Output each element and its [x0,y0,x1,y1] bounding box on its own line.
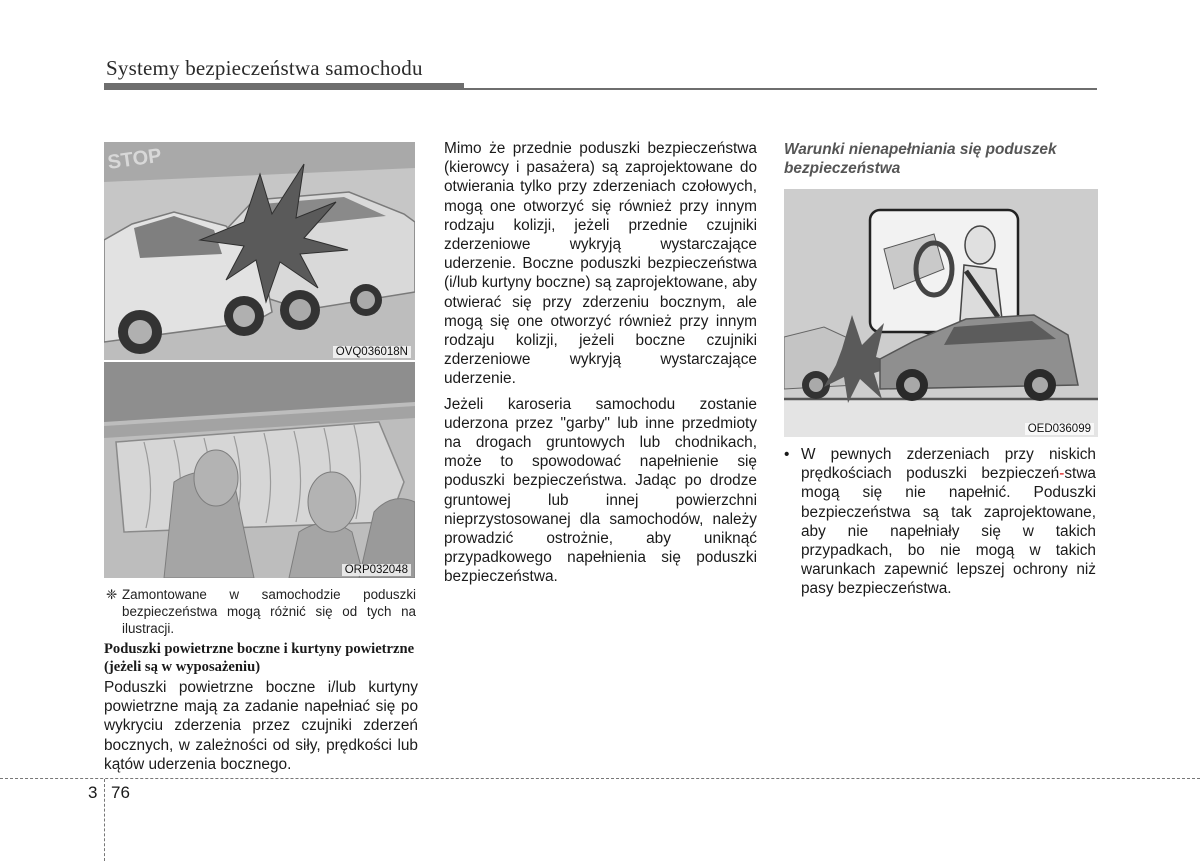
header-rule [104,88,1097,90]
page-header-title: Systemy bezpieczeństwa samochodu [106,56,423,80]
note-text: Zamontowane w samochodzie poduszki bezpieczeństwa mogą różnić się od tych na ilustracji. [122,587,416,636]
side-airbags-section [104,640,418,774]
page-number: 76 [111,783,130,802]
footer-vertical-rule [104,779,105,861]
note-symbol: ❈ [106,587,118,602]
bullet-dot: • [784,446,790,463]
bullet-text-part2: stwa mogą się nie napełnić. Poduszki bezpieczeństwa są tak zaprojektowane, aby nie napełniały się w takich przypadkach, bo nie mogą w takich warunkach zapewnić lepszej ochrony niż pasy bezpieczeństwa. [801,465,1096,598]
bullet-text [801,445,1096,599]
paragraph-deployment-conditions: Mimo że przednie poduszki bezpieczeństwa (kierowcy i pasażera) są zaprojektowane do otwierania tylko przy zderzeniach czołowych, mogą one otworzyć się również przy innym rodzaju kolizji, jeżeli przednie czujniki zderzeniowe wykryją wystarczające uderzenie. Boczne poduszki bezpieczeństwa (i/lub kurtyny boczne) są zaprojektowane, aby otwierać się przy zderzeniu bocznym, ale mogą się one otworzyć również przy innym rodzaju kolizji, jeżeli boczne czujniki zderzeniowe wykryją wystarczające uderzenie. [444,140,757,388]
figure-code: ORP032048 [342,564,411,576]
figure-side-collision [104,142,415,360]
footer-rule [0,778,1200,779]
paragraph-rough-roads: Jeżeli karoseria samochodu zostanie uderzona przez "garby" lub inne przedmioty na drogach gruntowych lub chodnikach, może to spowodować napełnienie się poduszki bezpieczeństwa. Jadąc po drodze gruntowej lub innej powierzchni nieprzystosowanej dla samochodów, należy prowadzić ostrożnie, aby uniknąć przypadkowego napełnienia się poduszki bezpieczeństwa. [444,395,757,586]
hyphen-mark: - [1059,465,1065,483]
bullet-text-part1: W pewnych zderzeniach przy niskich prędkościach poduszki bezpieczeń [801,446,1096,483]
chapter-number: 3 [88,783,98,802]
side-collision-illustration [104,142,415,360]
figure-curtain-airbag [104,362,415,578]
side-airbags-body: Poduszki powietrzne boczne i/lub kurtyny powietrzne mają za zadanie napełniać się po wykryciu zderzenia przez czujniki zderzeń bocznych, w zależności od siły, prędkości lub kątów uderzenia bocznego. [104,679,418,773]
bullet-low-speed [784,445,1096,599]
figure-code: OVQ036018N [333,346,411,358]
middle-column [444,139,757,587]
svg-text:STOP: STOP [106,144,163,174]
figure-low-speed-collision [784,189,1098,437]
non-deployment-heading: Warunki nienapełniania się poduszek bezpieczeństwa [784,141,1057,177]
illustration-note [106,586,416,637]
figure-code: OED036099 [1025,423,1094,435]
side-airbags-heading: Poduszki powietrzne boczne i kurtyny powietrzne (jeżeli są w wyposażeniu) [104,641,415,675]
low-speed-collision-illustration [784,189,1098,437]
curtain-airbag-illustration [104,362,415,578]
